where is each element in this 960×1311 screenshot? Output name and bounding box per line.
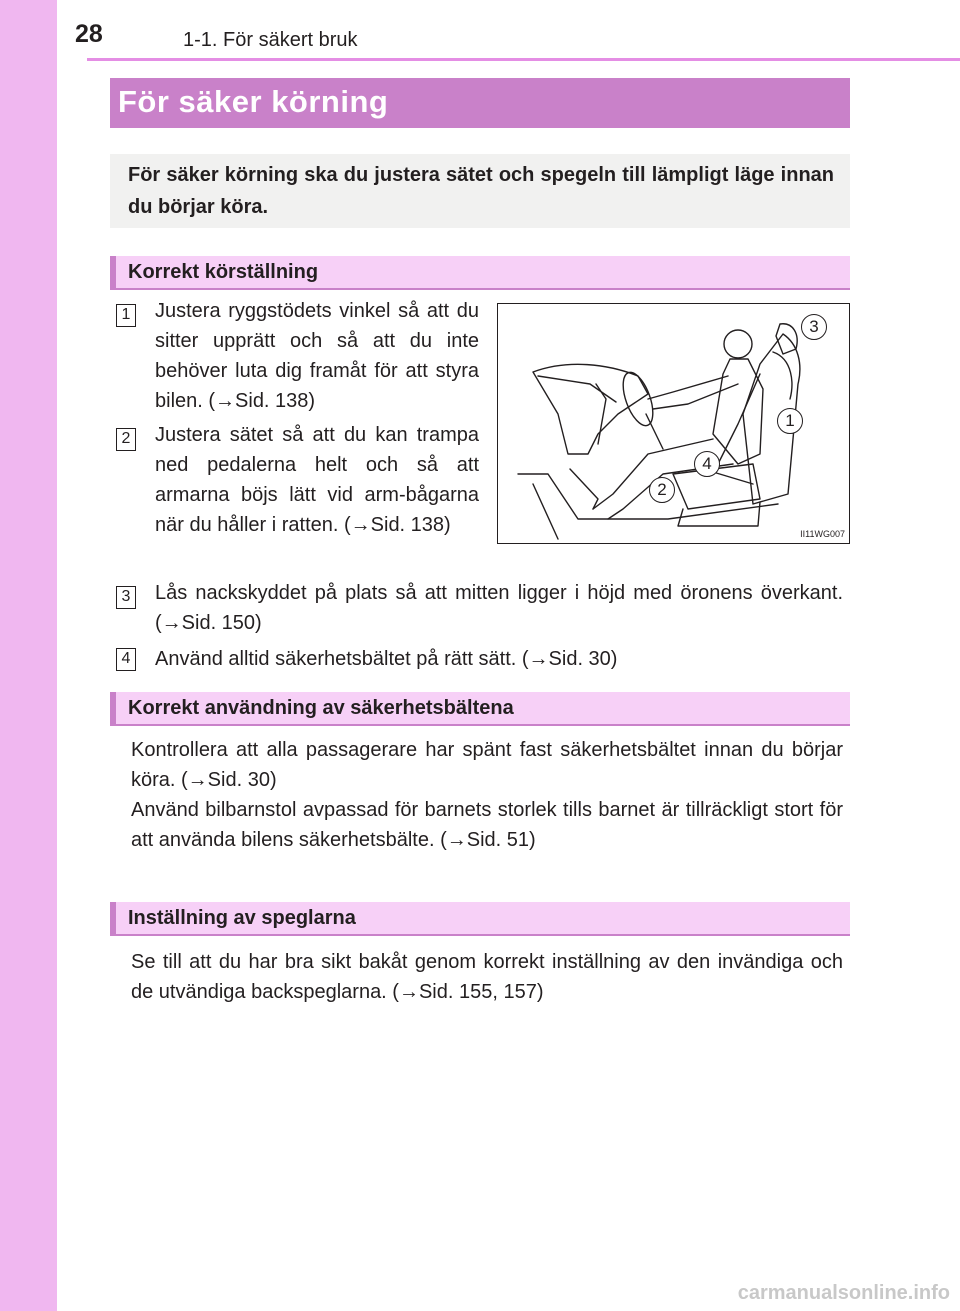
item-number-4: 4 (116, 648, 136, 671)
intro-box (110, 154, 850, 228)
subheading-seatbelt-use (110, 692, 850, 726)
item-number-3: 3 (116, 586, 136, 609)
subheading-mirror-adjustment (110, 902, 850, 936)
seatbelt-paragraph-1: Kontrollera att alla passagerare har spänt fast säkerhetsbältet innan du börjar köra. (→Sid. 30) (131, 739, 843, 791)
seatbelt-paragraph-2: Använd bilbarnstol avpassad för barnets storlek tills barnet är tillräckligt stort för att använda bilens säkerhetsbälte. (→Sid. 51) (131, 799, 843, 851)
section-label: 1-1. För säkert bruk (183, 29, 358, 51)
driving-posture-illustration (497, 303, 850, 544)
item-text-1: Justera ryggstödets vinkel så att du sitter upprätt och så att du inte behöver luta dig framåt för att styra bilen. (→Sid. 138) (155, 300, 479, 412)
subheading-text: Korrekt körställning (128, 261, 319, 283)
header-rule (87, 58, 960, 61)
page-number: 28 (75, 20, 103, 48)
mirror-paragraph: Se till att du har bra sikt bakåt genom korrekt inställning av den invändiga och de utvändiga backspeglarna. (→Sid. 155, 157) (131, 951, 843, 1003)
watermark: carmanualsonline.info (737, 1282, 950, 1304)
chapter-side-tab (0, 0, 57, 1311)
callout-3: 3 (801, 314, 827, 340)
figure-code: II11WG007 (800, 529, 845, 539)
page-header (57, 0, 960, 62)
callout-2: 2 (649, 477, 675, 503)
item-number-1: 1 (116, 304, 136, 327)
intro-text: För säker körning ska du justera sätet och spegeln till lämpligt läge innan du börjar köra. (128, 164, 834, 218)
callout-4: 4 (694, 451, 720, 477)
subheading-driving-posture (110, 256, 850, 290)
item-text-4: Använd alltid säkerhetsbältet på rätt sätt. (→Sid. 30) (155, 648, 618, 670)
page-title: För säker körning (118, 84, 389, 119)
item-text-2: Justera sätet så att du kan trampa ned pedalerna helt och så att armarna böjs lätt vid arm-bågarna när du håller i ratten. (→Sid. 138) (155, 424, 479, 536)
page-title-bar (110, 78, 850, 128)
callout-1: 1 (777, 408, 803, 434)
item-text-3: Lås nackskyddet på plats så att mitten ligger i höjd med öronens överkant. (→Sid. 150) (155, 582, 843, 634)
subheading-text: Korrekt användning av säkerhetsbältena (128, 697, 514, 719)
subheading-text: Inställning av speglarna (128, 907, 356, 929)
item-number-2: 2 (116, 428, 136, 451)
